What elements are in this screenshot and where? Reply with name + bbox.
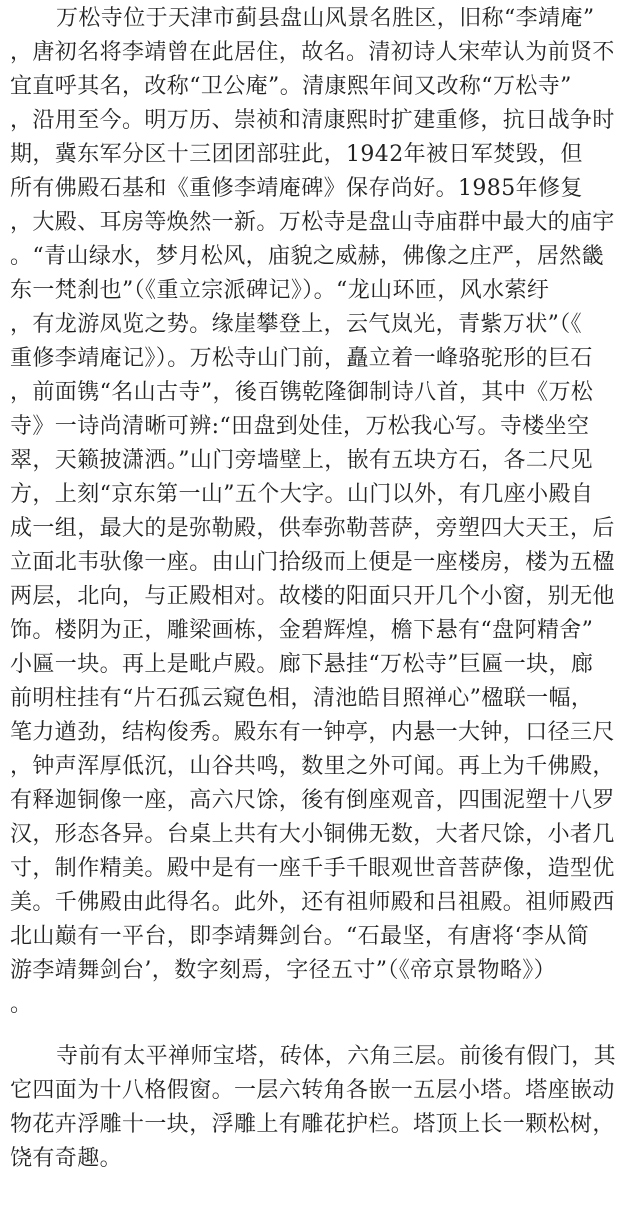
paragraph-line: 汉，形态各异。台桌上共有大小铜佛无数，大者尺馀，小者几 — [10, 822, 615, 847]
paragraph-line: 有释迦铜像一座，高六尺馀，後有倒座观音，四围泥塑十八罗 — [10, 788, 615, 813]
paragraph-line: 两层，北向，与正殿相对。故楼的阳面只开几个小窗，别无他 — [10, 584, 615, 609]
paragraph-line: 寸，制作精美。殿中是有一座千手千眼观世音菩萨像，造型优 — [10, 856, 615, 881]
paragraph-line: ，有龙游凤览之势。缘崖攀登上，云气岚光，青紫万状”（《 — [10, 312, 583, 337]
paragraph-line: 翠，天籁披潇洒。”山门旁墙壁上，嵌有五块方石，各二尺见 — [10, 448, 594, 473]
paragraph-line: 方，上刻“京东第一山”五个大字。山门以外，有几座小殿自 — [10, 482, 594, 507]
paragraph-line: 重修李靖庵记》）。万松寺山门前，矗立着一峰骆驼形的巨石 — [10, 346, 593, 371]
paragraph-line: 它四面为十八格假窗。一层六转角各嵌一五层小塔。塔座嵌动 — [10, 1078, 615, 1103]
paragraph-line: 寺前有太平禅师宝塔，砖体，六角三层。前後有假门，其 — [56, 1044, 617, 1069]
paragraph-line: 小匾一块。再上是毗卢殿。廊下悬挂“万松寺”巨匾一块，廊 — [10, 652, 594, 677]
paragraph-line: 寺》一诗尚清晰可辨:“田盘到处佳，万松我心写。寺楼坐空 — [10, 414, 590, 439]
paragraph-line: 东一梵刹也”（《重立宗派碑记》）。“龙山环匝，风水萦纡 — [10, 278, 550, 303]
paragraph-line: 饰。楼阴为正，雕梁画栋，金碧辉煌，檐下悬有“盘阿精舍” — [10, 618, 594, 643]
paragraph-line: ，大殿、耳房等焕然一新。万松寺是盘山寺庙群中最大的庙宇 — [10, 210, 615, 235]
paragraph-line: ，钟声浑厚低沉，山谷共鸣，数里之外可闻。再上为千佛殿， — [10, 754, 615, 779]
paragraph-line: 笔力遒劲，结构俊秀。殿东有一钟亭，内悬一大钟，口径三尺 — [10, 720, 615, 745]
paragraph-line: 。“青山绿水，梦月松风，庙貌之威赫，佛像之庄严，居然畿 — [10, 244, 605, 269]
paragraph-line: 前明柱挂有“片石孤云窥色相，清池皓目照禅心”楹联一幅， — [10, 686, 594, 711]
paragraph-line: 。 — [10, 992, 33, 1017]
paragraph-line: 物花卉浮雕十一块，浮雕上有雕花护栏。塔顶上长一颗松树， — [10, 1112, 615, 1137]
paragraph-line: 美。千佛殿由此得名。此外，还有祖师殿和吕祖殿。祖师殿西 — [10, 890, 615, 915]
paragraph-line: ，前面镌“名山古寺”，後百镌乾隆御制诗八首，其中《万松 — [10, 380, 594, 405]
paragraph-line: 宜直呼其名，改称“卫公庵”。清康熙年间又改称“万松寺” — [10, 74, 572, 99]
paragraph-line: 期，冀东军分区十三团团部驻此，1942年被日军焚毁，但 — [10, 142, 583, 167]
paragraph-line: 万松寺位于天津市蓟县盘山风景名胜区，旧称“李靖庵” — [56, 6, 595, 31]
paragraph-line: 所有佛殿石基和《重修李靖庵碑》保存尚好。1985年修复 — [10, 176, 583, 201]
paragraph-line: 游李靖舞剑台’，数字刻焉，字径五寸”（《帝京景物略》） — [10, 958, 557, 983]
paragraph-line: ，唐初名将李靖曾在此居住，故名。清初诗人宋荦认为前贤不 — [10, 40, 615, 65]
paragraph-line: 成一组，最大的是弥勒殿，供奉弥勒菩萨，旁塑四大天王，后 — [10, 516, 615, 541]
paragraph-line: ，沿用至今。明万历、崇祯和清康熙时扩建重修，抗日战争时 — [10, 108, 615, 133]
paragraph-line: 立面北韦驮像一座。由山门拾级而上便是一座楼房，楼为五楹 — [10, 550, 615, 575]
paragraph-line: 北山巅有一平台，即李靖舞剑台。“石最坚，有唐将‘李从简 — [10, 924, 590, 949]
paragraph-line: 饶有奇趣。 — [10, 1146, 123, 1171]
